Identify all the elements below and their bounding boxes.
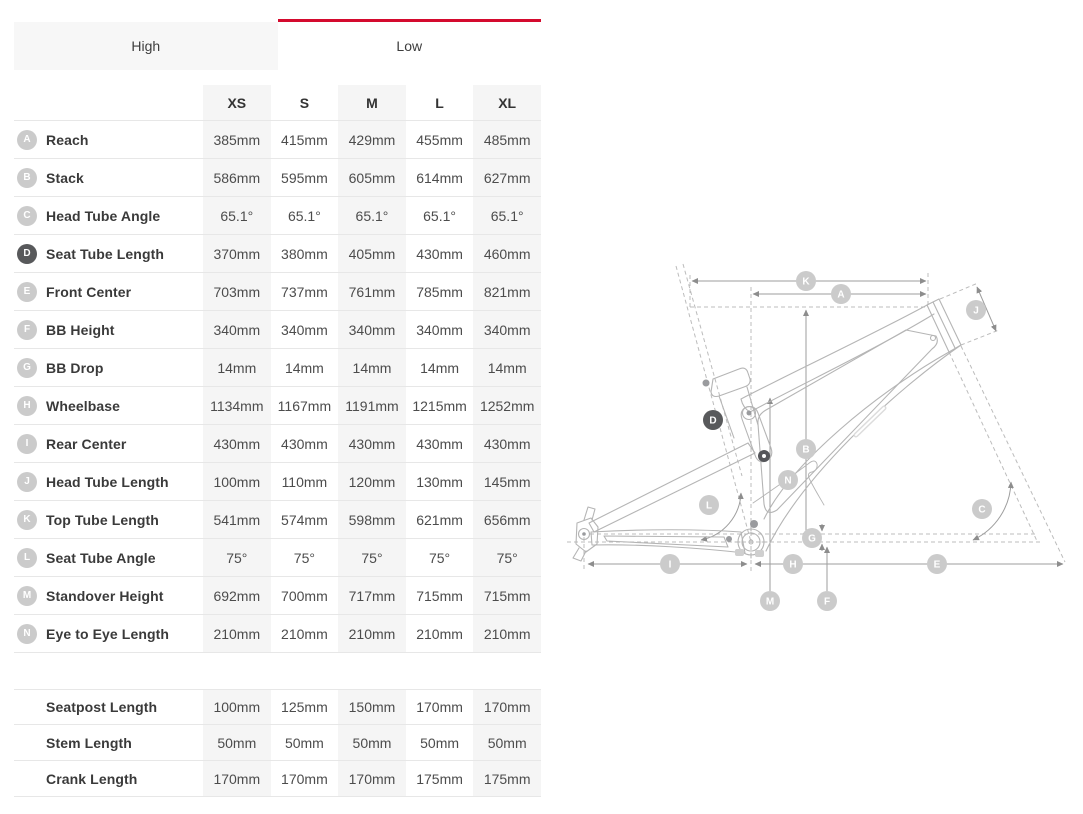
geo-value: 75° bbox=[203, 539, 271, 576]
table-row[interactable] bbox=[14, 539, 541, 577]
row-label: Seatpost Length bbox=[46, 699, 158, 715]
row-label: Stem Length bbox=[46, 734, 132, 751]
row-header bbox=[14, 425, 203, 462]
component-value: 170mm bbox=[203, 761, 271, 796]
geo-value: 14mm bbox=[420, 359, 460, 376]
row-header bbox=[14, 121, 203, 158]
geo-value: 460mm bbox=[473, 235, 541, 272]
size-col-header: XS bbox=[203, 85, 271, 120]
geo-value: 430mm bbox=[416, 435, 463, 452]
svg-text:C: C bbox=[978, 504, 986, 516]
row-label: Seat Tube Angle bbox=[46, 549, 156, 566]
diagram-badge-e bbox=[927, 554, 947, 574]
geo-value: 120mm bbox=[338, 463, 406, 500]
geo-value: 574mm bbox=[281, 511, 328, 528]
row-header bbox=[14, 387, 203, 424]
geo-value: 405mm bbox=[338, 235, 406, 272]
geo-value: 430mm bbox=[281, 435, 328, 452]
table-row[interactable] bbox=[14, 501, 541, 539]
svg-text:E: E bbox=[933, 559, 941, 571]
geo-value: 586mm bbox=[203, 159, 271, 196]
geo-value: 485mm bbox=[473, 121, 541, 158]
row-header bbox=[14, 197, 203, 234]
tab-high[interactable]: High bbox=[14, 19, 278, 70]
construction-lines bbox=[567, 264, 1065, 571]
geo-value: 429mm bbox=[338, 121, 406, 158]
row-header bbox=[14, 539, 203, 576]
shock-lower-pivot-center bbox=[762, 454, 766, 458]
geo-value: 65.1° bbox=[287, 207, 321, 224]
row-label: Stack bbox=[46, 169, 84, 186]
geo-value: 210mm bbox=[281, 625, 328, 642]
row-letter-badge: N bbox=[17, 624, 37, 644]
row-letter-badge: L bbox=[17, 548, 37, 568]
table-row[interactable] bbox=[14, 197, 541, 235]
geo-value: 210mm bbox=[203, 615, 271, 652]
geo-value: 65.1° bbox=[203, 197, 271, 234]
geo-value: 14mm bbox=[203, 349, 271, 386]
row-label: Crank Length bbox=[46, 770, 138, 787]
geo-value: 717mm bbox=[338, 577, 406, 614]
geo-value: 1252mm bbox=[473, 387, 541, 424]
geo-value: 385mm bbox=[203, 121, 271, 158]
geo-value: 761mm bbox=[338, 273, 406, 310]
geo-value: 1215mm bbox=[412, 397, 467, 414]
diagram-badge-n bbox=[778, 470, 798, 490]
row-label: Front Center bbox=[46, 283, 132, 300]
row-label: Rear Center bbox=[46, 435, 127, 452]
diagram-badge-j bbox=[966, 300, 986, 320]
table-row[interactable] bbox=[14, 159, 541, 197]
geo-value: 340mm bbox=[338, 311, 406, 348]
svg-text:B: B bbox=[802, 444, 810, 456]
row-letter-badge: D bbox=[17, 244, 37, 264]
component-value: 150mm bbox=[338, 690, 406, 724]
row-letter-badge: J bbox=[17, 472, 37, 492]
diagram-badge-f bbox=[817, 591, 837, 611]
bb-guard-left bbox=[735, 549, 744, 556]
table-row[interactable] bbox=[14, 273, 541, 311]
geometry-mode-tabs bbox=[14, 19, 541, 70]
svg-text:J: J bbox=[973, 305, 979, 317]
geo-value: 430mm bbox=[473, 425, 541, 462]
component-rows bbox=[14, 689, 541, 797]
geo-value: 370mm bbox=[203, 235, 271, 272]
diagram-badge-m bbox=[760, 591, 780, 611]
row-letter-badge: K bbox=[17, 510, 37, 530]
geo-value: 1191mm bbox=[338, 387, 406, 424]
row-header bbox=[14, 501, 203, 538]
row-letter-badge: M bbox=[17, 586, 37, 606]
diagram-badge-g bbox=[802, 528, 822, 548]
geo-value: 455mm bbox=[416, 131, 463, 148]
geo-value: 110mm bbox=[281, 473, 328, 490]
svg-text:A: A bbox=[837, 289, 845, 301]
diagram-badge-h bbox=[783, 554, 803, 574]
component-value: 50mm bbox=[203, 725, 271, 760]
svg-text:H: H bbox=[789, 559, 797, 571]
component-value: 170mm bbox=[416, 699, 463, 715]
geo-value: 692mm bbox=[203, 577, 271, 614]
geo-value: 700mm bbox=[281, 587, 328, 604]
geo-value: 703mm bbox=[203, 273, 271, 310]
geo-value: 75° bbox=[293, 549, 315, 566]
geo-value: 100mm bbox=[203, 463, 271, 500]
size-header-spacer bbox=[14, 85, 203, 120]
table-row bbox=[14, 689, 541, 725]
component-value: 50mm bbox=[338, 725, 406, 760]
row-letter-spacer bbox=[17, 769, 37, 789]
table-row bbox=[14, 725, 541, 761]
geo-value: 14mm bbox=[284, 359, 324, 376]
geo-value: 210mm bbox=[416, 625, 463, 642]
geo-value: 415mm bbox=[281, 131, 328, 148]
row-header bbox=[14, 615, 203, 652]
geo-value: 14mm bbox=[473, 349, 541, 386]
table-row[interactable] bbox=[14, 615, 541, 653]
geo-value: 430mm bbox=[203, 425, 271, 462]
row-label: Top Tube Length bbox=[46, 511, 159, 528]
row-header bbox=[14, 690, 203, 724]
svg-text:D: D bbox=[709, 415, 717, 427]
geo-value: 430mm bbox=[416, 245, 463, 262]
geo-value: 75° bbox=[473, 539, 541, 576]
geo-value: 210mm bbox=[473, 615, 541, 652]
svg-text:L: L bbox=[705, 500, 713, 512]
row-label: Head Tube Angle bbox=[46, 207, 161, 224]
bike-frame-drawing bbox=[573, 299, 961, 561]
row-header bbox=[14, 463, 203, 500]
component-value: 125mm bbox=[281, 699, 328, 715]
geo-value: 210mm bbox=[338, 615, 406, 652]
row-letter-badge: H bbox=[17, 396, 37, 416]
geo-value: 621mm bbox=[416, 511, 463, 528]
diagram-badge-k bbox=[796, 271, 816, 291]
geometry-table bbox=[14, 85, 541, 653]
geo-value: 656mm bbox=[473, 501, 541, 538]
geo-value: 340mm bbox=[203, 311, 271, 348]
table-row[interactable] bbox=[14, 577, 541, 615]
svg-text:M: M bbox=[765, 596, 775, 608]
component-value: 170mm bbox=[281, 770, 328, 787]
table-row[interactable] bbox=[14, 463, 541, 501]
component-value: 170mm bbox=[473, 690, 541, 724]
size-col-header: XL bbox=[473, 85, 541, 120]
component-value: 170mm bbox=[338, 761, 406, 796]
geo-value: 1134mm bbox=[203, 387, 271, 424]
row-header bbox=[14, 311, 203, 348]
diagram-badge-i bbox=[660, 554, 680, 574]
geo-value: 340mm bbox=[281, 321, 328, 338]
table-row bbox=[14, 761, 541, 797]
geo-value: 430mm bbox=[338, 425, 406, 462]
row-label: Reach bbox=[46, 131, 89, 148]
table-row[interactable] bbox=[14, 235, 541, 273]
table-row[interactable] bbox=[14, 387, 541, 425]
row-label: Eye to Eye Length bbox=[46, 625, 170, 642]
geo-value: 821mm bbox=[473, 273, 541, 310]
geo-value: 785mm bbox=[416, 283, 463, 300]
diagram-badge-a bbox=[831, 284, 851, 304]
frame-hardware-dots bbox=[582, 380, 758, 543]
geo-value: 14mm bbox=[338, 349, 406, 386]
row-letter-badge: B bbox=[17, 168, 37, 188]
dimension-lines bbox=[588, 281, 1063, 591]
geo-value: 340mm bbox=[473, 311, 541, 348]
geo-value: 65.1° bbox=[338, 197, 406, 234]
diagram-badge-d bbox=[703, 410, 723, 430]
component-value: 175mm bbox=[473, 761, 541, 796]
component-value: 50mm bbox=[420, 734, 460, 751]
row-letter-badge: I bbox=[17, 434, 37, 454]
row-letter-badge: G bbox=[17, 358, 37, 378]
svg-text:K: K bbox=[802, 276, 810, 288]
size-col-header: L bbox=[435, 94, 444, 111]
geo-value: 737mm bbox=[281, 283, 328, 300]
tab-low[interactable]: Low bbox=[278, 19, 542, 70]
geo-value: 605mm bbox=[338, 159, 406, 196]
table-row[interactable] bbox=[14, 311, 541, 349]
row-header bbox=[14, 273, 203, 310]
svg-text:G: G bbox=[808, 533, 816, 545]
frame-diagram bbox=[555, 248, 1083, 620]
row-letter-badge: A bbox=[17, 130, 37, 150]
geometry-rows bbox=[14, 121, 541, 653]
row-label: Standover Height bbox=[46, 587, 164, 604]
geo-value: 65.1° bbox=[473, 197, 541, 234]
geo-value: 65.1° bbox=[423, 207, 456, 224]
table-row[interactable] bbox=[14, 349, 541, 387]
row-header bbox=[14, 725, 203, 760]
geo-value: 75° bbox=[428, 549, 451, 566]
diagram-badge-b bbox=[796, 439, 816, 459]
geo-value: 541mm bbox=[203, 501, 271, 538]
table-row[interactable] bbox=[14, 425, 541, 463]
geo-value: 340mm bbox=[416, 321, 463, 338]
geo-value: 627mm bbox=[473, 159, 541, 196]
size-col-header: S bbox=[299, 94, 310, 111]
geo-value: 75° bbox=[338, 539, 406, 576]
geo-value: 380mm bbox=[281, 245, 328, 262]
geo-value: 130mm bbox=[416, 473, 463, 490]
table-row[interactable] bbox=[14, 121, 541, 159]
geo-value: 145mm bbox=[473, 463, 541, 500]
geo-value: 595mm bbox=[281, 169, 328, 186]
row-letter-spacer bbox=[17, 697, 37, 717]
row-header bbox=[14, 349, 203, 386]
component-value: 175mm bbox=[416, 770, 463, 787]
geo-value: 715mm bbox=[416, 587, 463, 604]
row-header bbox=[14, 235, 203, 272]
geo-value: 1167mm bbox=[277, 397, 332, 414]
row-letter-spacer bbox=[17, 733, 37, 753]
size-col-header: M bbox=[338, 85, 406, 120]
row-label: BB Drop bbox=[46, 359, 104, 376]
bb-guard-right bbox=[755, 550, 764, 557]
row-label: BB Height bbox=[46, 321, 115, 338]
row-label: Wheelbase bbox=[46, 397, 121, 414]
svg-text:I: I bbox=[668, 559, 672, 571]
row-label: Seat Tube Length bbox=[46, 245, 165, 262]
geo-value: 598mm bbox=[338, 501, 406, 538]
component-value: 50mm bbox=[473, 725, 541, 760]
components-table bbox=[14, 689, 541, 797]
diagram-badge-l bbox=[699, 495, 719, 515]
row-letter-badge: C bbox=[17, 206, 37, 226]
row-label: Head Tube Length bbox=[46, 473, 169, 490]
row-letter-badge: F bbox=[17, 320, 37, 340]
component-value: 50mm bbox=[284, 734, 324, 751]
row-header bbox=[14, 577, 203, 614]
svg-text:N: N bbox=[784, 475, 792, 487]
row-header bbox=[14, 159, 203, 196]
svg-text:F: F bbox=[823, 596, 831, 608]
component-value: 100mm bbox=[203, 690, 271, 724]
size-header-row bbox=[14, 85, 541, 121]
geo-value: 715mm bbox=[473, 577, 541, 614]
row-header bbox=[14, 761, 203, 796]
geo-value: 614mm bbox=[416, 169, 463, 186]
diagram-badge-c bbox=[972, 499, 992, 519]
row-letter-badge: E bbox=[17, 282, 37, 302]
